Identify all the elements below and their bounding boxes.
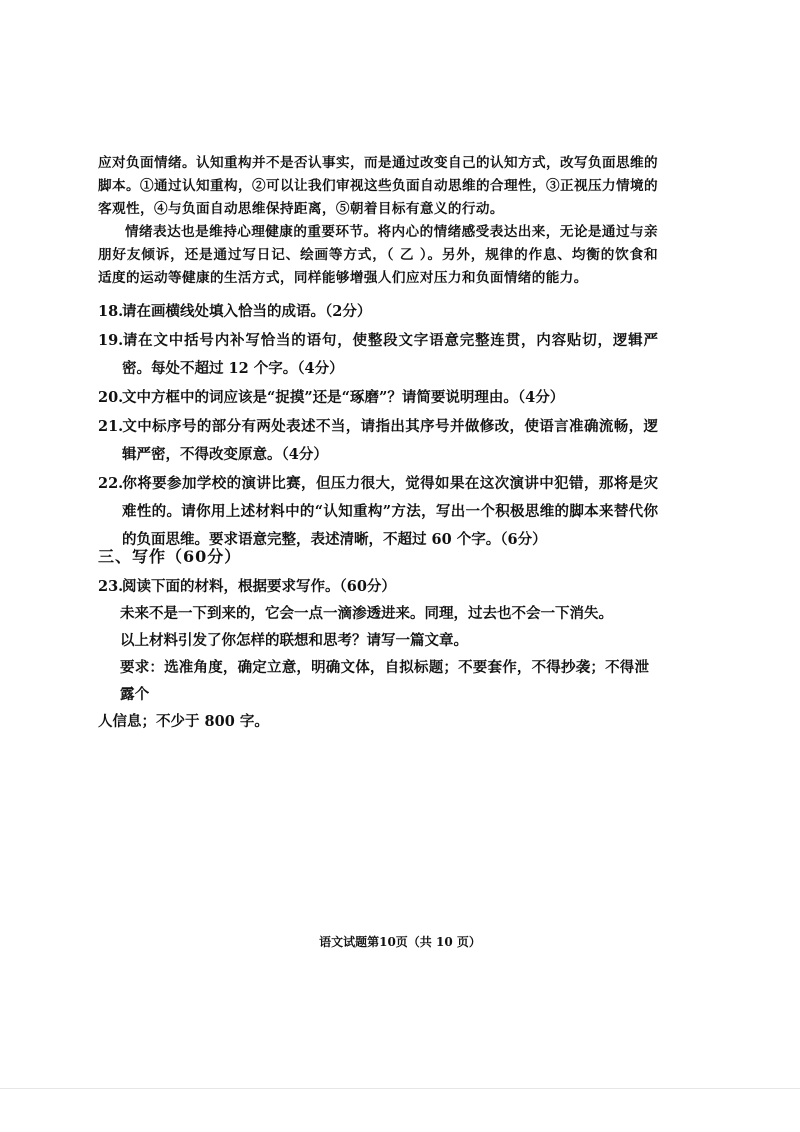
writing-task bbox=[98, 573, 658, 735]
question-22 bbox=[98, 470, 658, 554]
passage-line: 脚本。①通过认知重构，②可以让我们审视这些负面自动思维的合理性，③正视压力情境的 bbox=[98, 178, 658, 194]
reading-passage bbox=[98, 152, 658, 290]
page-edge-divider bbox=[0, 1088, 800, 1089]
question-text: 文中标序号的部分有两处表述不当，请指出其序号并做修改，使语言准确流畅，逻辑严密，不得改变原意。（4分） bbox=[122, 418, 658, 463]
question-number: 20. bbox=[98, 389, 124, 406]
passage-line: 情绪表达也是维持心理健康的重要环节。将内心的情绪感受表达出来，无论是通过与亲 bbox=[125, 224, 658, 240]
question-18 bbox=[98, 298, 658, 326]
question-text: 文中方框中的词应该是“捉摸”还是“琢磨”？请简要说明理由。（4分） bbox=[122, 389, 565, 406]
question-number: 18. bbox=[98, 303, 124, 320]
writing-question: 以上材料引发了你怎样的联想和思考？请写一篇文章。 bbox=[120, 632, 468, 649]
passage-line: 客观性，④与负面自动思维保持距离，⑤朝着目标有意义的行动。 bbox=[98, 201, 504, 217]
passage-line: 应对负面情绪。认知重构并不是否认事实，而是通过改变自己的认知方式，改写负面思维的 bbox=[98, 155, 658, 171]
question-text: 请在画横线处填入恰当的成语。（2分） bbox=[122, 303, 372, 320]
question-text: 你将要参加学校的演讲比赛，但压力很大，觉得如果在这次演讲中犯错，那将是灾难性的。请你用上述材料中的“认知重构”方法，写出一个积极思维的脚本来替代你的负面思维。要求语意完整，表述清晰，不超过 60 个字。（6分） bbox=[122, 475, 658, 548]
question-number: 22. bbox=[98, 475, 124, 492]
page-footer: 语文试题第10页（共 10 页） bbox=[319, 935, 481, 949]
question-list bbox=[98, 298, 658, 554]
question-23 bbox=[98, 573, 658, 600]
question-text: 阅读下面的材料，根据要求写作。（60分） bbox=[122, 578, 396, 595]
question-20 bbox=[98, 384, 658, 412]
question-number: 21. bbox=[98, 418, 124, 435]
writing-material: 未来不是一下到来的，它会一点一滴渗透进来。同理，过去也不会一下消失。 bbox=[120, 605, 613, 622]
question-text: 请在文中括号内补写恰当的语句，使整段文字语意完整连贯，内容贴切，逻辑严密。每处不超过 12 个字。（4分） bbox=[122, 332, 658, 377]
question-19 bbox=[98, 327, 658, 383]
writing-requirements-cont: 人信息；不少于 800 字。 bbox=[98, 713, 269, 730]
section-title: 三、写作（60分） bbox=[98, 547, 242, 566]
question-number: 19. bbox=[98, 332, 124, 349]
question-number: 23. bbox=[98, 578, 124, 595]
passage-line: 适度的运动等健康的生活方式，同样能够增强人们应对压力和负面情绪的能力。 bbox=[98, 270, 588, 286]
question-21 bbox=[98, 413, 658, 469]
writing-requirements: 要求：选准角度，确定立意，明确文体，自拟标题；不要套作，不得抄袭；不得泄露个 bbox=[120, 659, 650, 703]
passage-line: 朋好友倾诉，还是通过写日记、绘画等方式，（ 乙 ）。另外，规律的作息、均衡的饮食和 bbox=[98, 247, 658, 263]
